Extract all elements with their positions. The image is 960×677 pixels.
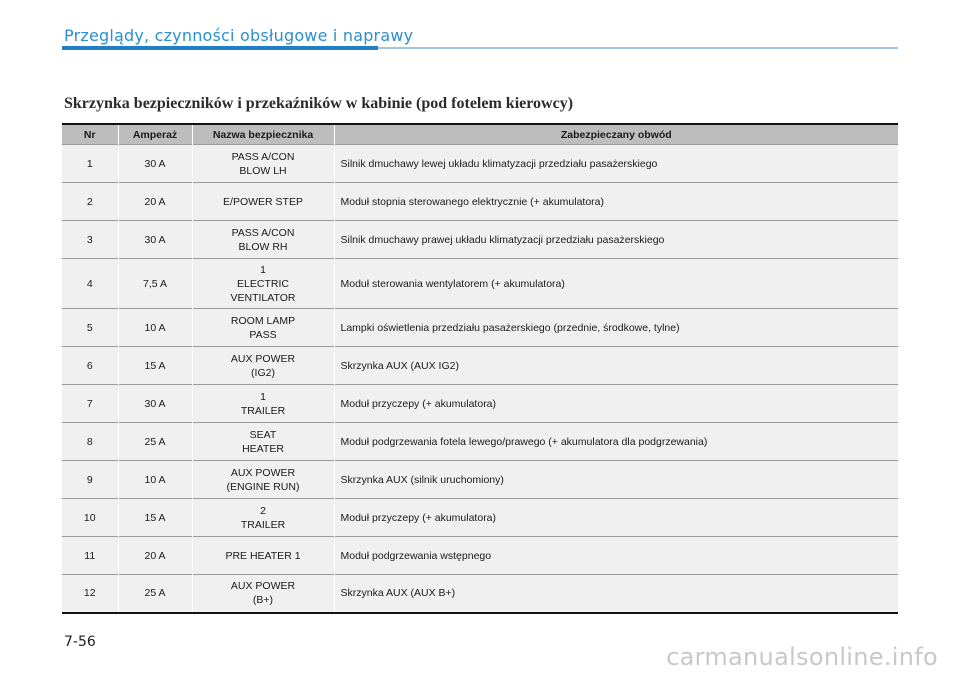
fuse-amperage-cell: 15 A bbox=[118, 347, 192, 385]
column-header-amperage: Amperaż bbox=[118, 124, 192, 145]
fuse-name-cell: E/POWER STEP bbox=[192, 183, 334, 221]
table-header-row bbox=[62, 124, 898, 145]
fuse-amperage-cell: 10 A bbox=[118, 309, 192, 347]
fuse-table bbox=[62, 123, 898, 614]
table-row bbox=[62, 499, 898, 537]
table-row bbox=[62, 221, 898, 259]
protected-circuit-cell: Moduł przyczepy (+ akumulatora) bbox=[334, 385, 898, 423]
table-row bbox=[62, 259, 898, 309]
fuse-amperage-cell: 20 A bbox=[118, 537, 192, 575]
fuse-name-cell: PRE HEATER 1 bbox=[192, 537, 334, 575]
protected-circuit-cell: Silnik dmuchawy prawej układu klimatyzacji przedziału pasażerskiego bbox=[334, 221, 898, 259]
fuse-amperage-cell: 30 A bbox=[118, 221, 192, 259]
table-body bbox=[62, 145, 898, 613]
fuse-number-cell: 3 bbox=[62, 221, 118, 259]
protected-circuit-cell: Moduł podgrzewania fotela lewego/prawego (+ akumulatora dla podgrzewania) bbox=[334, 423, 898, 461]
protected-circuit-cell: Silnik dmuchawy lewej układu klimatyzacji przedziału pasażerskiego bbox=[334, 145, 898, 183]
fuse-amperage-cell: 25 A bbox=[118, 575, 192, 613]
fuse-number-cell: 10 bbox=[62, 499, 118, 537]
fuse-name-cell: 1 TRAILER bbox=[192, 385, 334, 423]
protected-circuit-cell: Lampki oświetlenia przedziału pasażerskiego (przednie, środkowe, tylne) bbox=[334, 309, 898, 347]
fuse-name-cell: AUX POWER (B+) bbox=[192, 575, 334, 613]
table-row bbox=[62, 385, 898, 423]
protected-circuit-cell: Skrzynka AUX (AUX IG2) bbox=[334, 347, 898, 385]
table-row bbox=[62, 347, 898, 385]
fuse-number-cell: 5 bbox=[62, 309, 118, 347]
fuse-name-cell: PASS A/CON BLOW LH bbox=[192, 145, 334, 183]
fuse-name-cell: 1 ELECTRIC VENTILATOR bbox=[192, 259, 334, 309]
fuse-amperage-cell: 15 A bbox=[118, 499, 192, 537]
protected-circuit-cell: Moduł podgrzewania wstępnego bbox=[334, 537, 898, 575]
fuse-amperage-cell: 30 A bbox=[118, 385, 192, 423]
page-number: 7-56 bbox=[64, 634, 96, 650]
table-row bbox=[62, 461, 898, 499]
table-row bbox=[62, 183, 898, 221]
protected-circuit-cell: Moduł przyczepy (+ akumulatora) bbox=[334, 499, 898, 537]
protected-circuit-cell: Moduł sterowania wentylatorem (+ akumulatora) bbox=[334, 259, 898, 309]
table-row bbox=[62, 575, 898, 613]
fuse-amperage-cell: 10 A bbox=[118, 461, 192, 499]
watermark: carmanualsonline.info bbox=[666, 643, 938, 671]
column-header-nr: Nr bbox=[62, 124, 118, 145]
fuse-name-cell: 2 TRAILER bbox=[192, 499, 334, 537]
protected-circuit-cell: Skrzynka AUX (AUX B+) bbox=[334, 575, 898, 613]
fuse-number-cell: 9 bbox=[62, 461, 118, 499]
page-header-title: Przeglądy, czynności obsługowe i naprawy bbox=[64, 26, 414, 45]
fuse-number-cell: 2 bbox=[62, 183, 118, 221]
fuse-name-cell: PASS A/CON BLOW RH bbox=[192, 221, 334, 259]
fuse-amperage-cell: 30 A bbox=[118, 145, 192, 183]
fuse-number-cell: 1 bbox=[62, 145, 118, 183]
fuse-name-cell: SEAT HEATER bbox=[192, 423, 334, 461]
column-header-fuse-name: Nazwa bezpiecznika bbox=[192, 124, 334, 145]
fuse-amperage-cell: 20 A bbox=[118, 183, 192, 221]
table-row bbox=[62, 309, 898, 347]
fuse-number-cell: 7 bbox=[62, 385, 118, 423]
table-row bbox=[62, 423, 898, 461]
fuse-name-cell: ROOM LAMP PASS bbox=[192, 309, 334, 347]
table-row bbox=[62, 145, 898, 183]
column-header-protected-circuit: Zabezpieczany obwód bbox=[334, 124, 898, 145]
protected-circuit-cell: Skrzynka AUX (silnik uruchomiony) bbox=[334, 461, 898, 499]
fuse-number-cell: 12 bbox=[62, 575, 118, 613]
fuse-number-cell: 11 bbox=[62, 537, 118, 575]
fuse-amperage-cell: 7,5 A bbox=[118, 259, 192, 309]
fuse-number-cell: 4 bbox=[62, 259, 118, 309]
fuse-number-cell: 6 bbox=[62, 347, 118, 385]
fuse-number-cell: 8 bbox=[62, 423, 118, 461]
fuse-name-cell: AUX POWER (ENGINE RUN) bbox=[192, 461, 334, 499]
fuse-amperage-cell: 25 A bbox=[118, 423, 192, 461]
fuse-name-cell: AUX POWER (IG2) bbox=[192, 347, 334, 385]
section-title: Skrzynka bezpieczników i przekaźników w kabinie (pod fotelem kierowcy) bbox=[64, 95, 574, 112]
header-rule-accent bbox=[62, 46, 378, 50]
protected-circuit-cell: Moduł stopnia sterowanego elektrycznie (+ akumulatora) bbox=[334, 183, 898, 221]
table-row bbox=[62, 537, 898, 575]
